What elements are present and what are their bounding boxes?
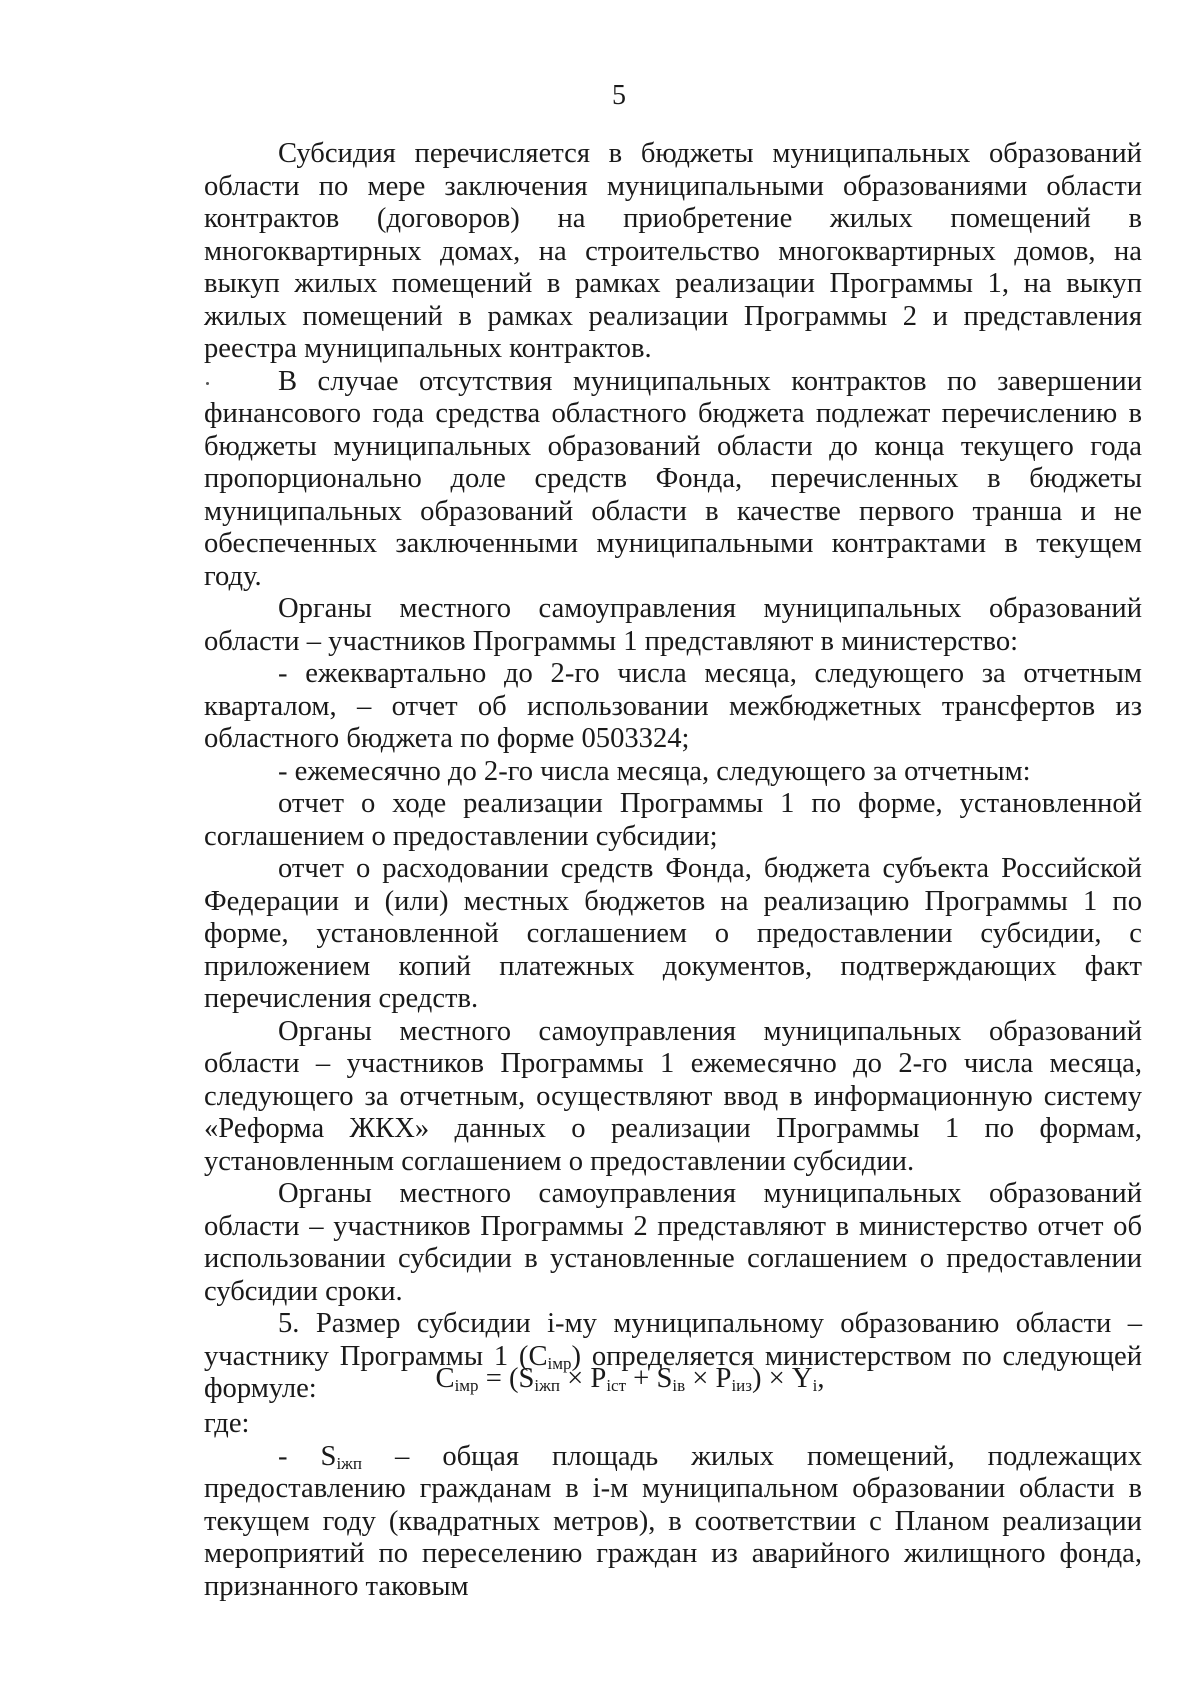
formula-s2-sub: iв xyxy=(672,1376,686,1395)
paragraph-no-contracts: В случае отсутствия муниципальных контрактов по завершении финансового года средства областного бюджета подлежат перечислению в бюджеты муниципальных образований области до конца текущего года пропорционально доле средств Фонда, перечисленных в бюджеты муниципальных образований области в качестве первого транша и не обеспеченных заключенными муниципальными контрактами в текущем году. xyxy=(204,365,1142,592)
formula-plus: + S xyxy=(626,1363,673,1394)
formula-c: C xyxy=(435,1363,455,1394)
document-body-continued xyxy=(204,1408,1142,1603)
page-number: 5 xyxy=(612,80,626,111)
paragraph-reform-system-input: Органы местного самоуправления муниципальных образований области – участников Программы 1 ежемесячно до 2-го числа месяца, следующего за отчетным, осуществляют ввод в информационную систему «Реформа ЖКХ» данных о реализации Программы 1 по формам, установленным соглашением о предоставлении субсидии. xyxy=(204,1015,1142,1177)
formula-y-sub: i xyxy=(812,1376,818,1395)
definition-text: – общая площадь жилых помещений, подлежащих предоставлению гражданам в i-м муниципальном образовании области в текущем году (квадратных метров), в соответствии с Планом реализации мероприятий по переселению граждан из аварийного жилищного фонда, признанного таковым xyxy=(204,1440,1142,1602)
paragraph-program2-report: Органы местного самоуправления муниципальных образований области – участников Программы 2 представляют в министерство отчет об использовании субсидии в установленные соглашением о предоставлении субсидии сроки. xyxy=(204,1178,1142,1307)
paragraph-program1-reports: Органы местного самоуправления муниципальных образований области – участников Программы 1 представляют в министерство: xyxy=(204,593,1142,657)
paragraph-spending-report: отчет о расходовании средств Фонда, бюджета субъекта Российской Федерации и (или) местных бюджетов на реализацию Программы 1 по форме, установленной соглашением о предоставлении субсидии, с приложением копий платежных документов, подтверждающих факт перечисления средств. xyxy=(204,853,1142,1014)
definition-subscript: iжп xyxy=(336,1453,363,1473)
formula-eq: = (S xyxy=(478,1363,535,1394)
document-body xyxy=(204,138,1142,1406)
paragraph-quarterly-report: - ежеквартально до 2-го числа месяца, следующего за отчетным кварталом, – отчет об использовании межбюджетных трансфертов из областного бюджета по форме 0503324; xyxy=(204,658,1142,754)
definition-s-ijp xyxy=(204,1441,1142,1604)
formula-times2: × P xyxy=(685,1363,732,1394)
subsidy-formula xyxy=(0,1363,1200,1395)
where-label: где: xyxy=(204,1408,250,1439)
paragraph-progress-report: отчет о ходе реализации Программы 1 по форме, установленной соглашением о предоставлении субсидии; xyxy=(204,788,1142,852)
formula-close: ) × Y xyxy=(751,1363,813,1394)
formula-s1-sub: iжп xyxy=(534,1376,560,1395)
formula-p1-sub: iст xyxy=(606,1376,627,1395)
point5-subscript: iмр xyxy=(547,1353,572,1373)
definition-prefix: - S xyxy=(278,1440,337,1472)
paragraph-subsidy-transfer: Субсидия перечисляется в бюджеты муниципальных образований области по мере заключения муниципальными образованиями области контрактов (договоров) на приобретение жилых помещений в многоквартирных домах, на строительство многоквартирных домов, на выкуп жилых помещений в рамках реализации Программы 1, на выкуп жилых помещений в рамках реализации Программы 2 и представления реестра муниципальных контрактов. xyxy=(204,138,1142,364)
point5-text-after: ) определяется министерством по следующей формуле: xyxy=(204,1340,1142,1404)
formula-times1: × P xyxy=(560,1363,607,1394)
formula-p2-sub: iиз xyxy=(731,1376,752,1395)
point5-text-before: 5. Размер субсидии i-му муниципальному образованию области – участнику Программы 1 (C xyxy=(204,1308,1142,1372)
paragraph-monthly-report: - ежемесячно до 2-го числа месяца, следующего за отчетным: xyxy=(278,755,1031,787)
formula-end: , xyxy=(817,1363,825,1394)
formula-c-sub: iмр xyxy=(454,1376,479,1395)
